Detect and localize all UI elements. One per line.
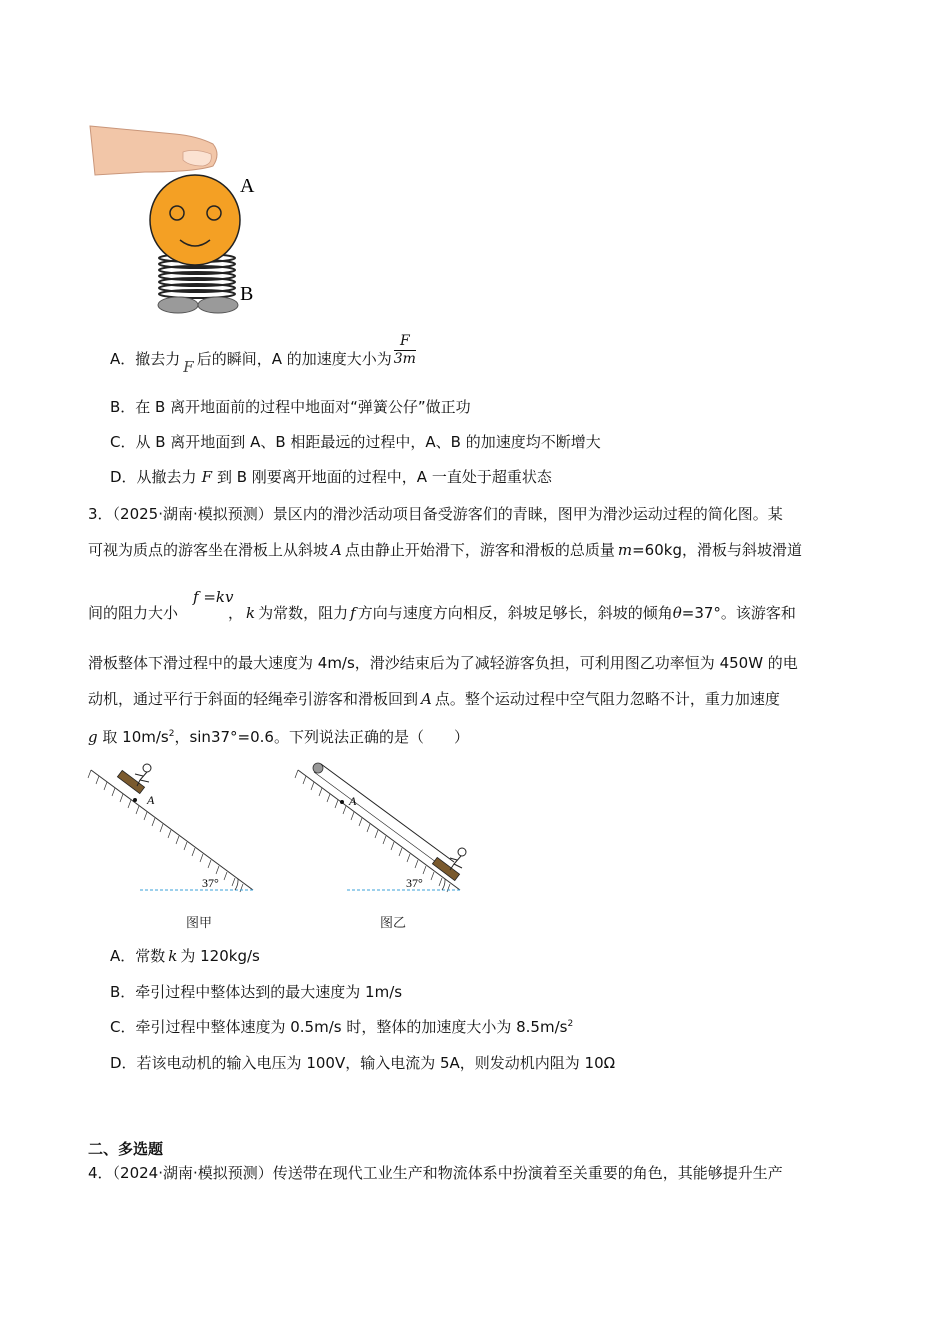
q3-option-a: A．常数 k 为 120kg/s [110, 947, 260, 965]
caption-yi: 图乙 [380, 916, 407, 931]
q2-option-c: C．从 B 离开地面到 A、B 相距最远的过程中，A、B 的加速度均不断增大 [110, 433, 601, 451]
label-b: B [240, 283, 254, 305]
section-heading-multiple-choice: 二、多选题 [88, 1140, 164, 1158]
angle-37-yi: 37° [406, 876, 423, 890]
q3-option-c: C．牵引过程中整体速度为 0.5m/s 时，整体的加速度大小为 $8.5m/s^2$ [110, 1018, 574, 1036]
q3-line6: g 取 $10m/s^2$，sin37°=0.6。下列说法正确的是（ ） [88, 728, 469, 746]
caption-jia: 图甲 [186, 916, 213, 931]
q4-line1: 4．（2024·湖南·模拟预测）传送带在现代工业生产和物流体系中扮演着至关重要的角色，其能够提升生产 [88, 1164, 783, 1182]
ball-head [150, 175, 240, 265]
spring-toy-figure [85, 120, 275, 320]
label-a: A [240, 175, 255, 197]
fraction-f-over-3m: $\frac{F}{3m}$ [393, 333, 416, 367]
angle-37-jia: 37° [202, 876, 219, 890]
right-foot [198, 297, 238, 313]
q2-option-d: D．从撤去力 F 到 B 刚要离开地面的过程中，A 一直处于超重状态 [110, 468, 552, 486]
q2-option-a: A．撤去力 F 后的瞬间，A 的加速度大小为 $\frac{F}{3m}$ [110, 333, 416, 376]
figure-yi-slope [292, 760, 472, 900]
q3-line3: 间的阻力大小 ， k 为常数，阻力 f 方向与速度方向相反，斜坡足够长，斜坡的倾角θ=37°。该游客和 [88, 604, 796, 622]
q3-line1: 3．（2025·湖南·模拟预测）景区内的滑沙活动项目备受游客们的青睐，图甲为滑沙运动过程的简化图。某 [88, 505, 783, 523]
q3-line4: 滑板整体下滑过程中的最大速度为 4m/s，滑沙结束后为了减轻游客负担，可利用图乙功率恒为 450W 的电 [88, 654, 798, 672]
point-a-jia: A [147, 793, 155, 807]
point-a-yi: A [349, 794, 357, 808]
q3-option-b: B．牵引过程中整体达到的最大速度为 1m/s [110, 983, 403, 1001]
figure-jia-slope [85, 760, 265, 900]
q3-line2: 可视为质点的游客坐在滑板上从斜坡 A 点由静止开始滑下，游客和滑板的总质量 m=60kg，滑板与斜坡滑道 [88, 541, 802, 559]
formula-f-kv: f =kv [193, 588, 234, 606]
q2-option-b: B．在 B 离开地面前的过程中地面对“弹簧公仔”做正功 [110, 398, 471, 416]
q3-line5: 动机，通过平行于斜面的轻绳牵引游客和滑板回到 A 点。整个运动过程中空气阻力忽略不计，重力加速度 [88, 690, 780, 708]
q3-option-d: D．若该电动机的输入电压为 100V，输入电流为 5A，则发动机内阻为 10Ω [110, 1054, 616, 1072]
left-foot [158, 297, 198, 313]
